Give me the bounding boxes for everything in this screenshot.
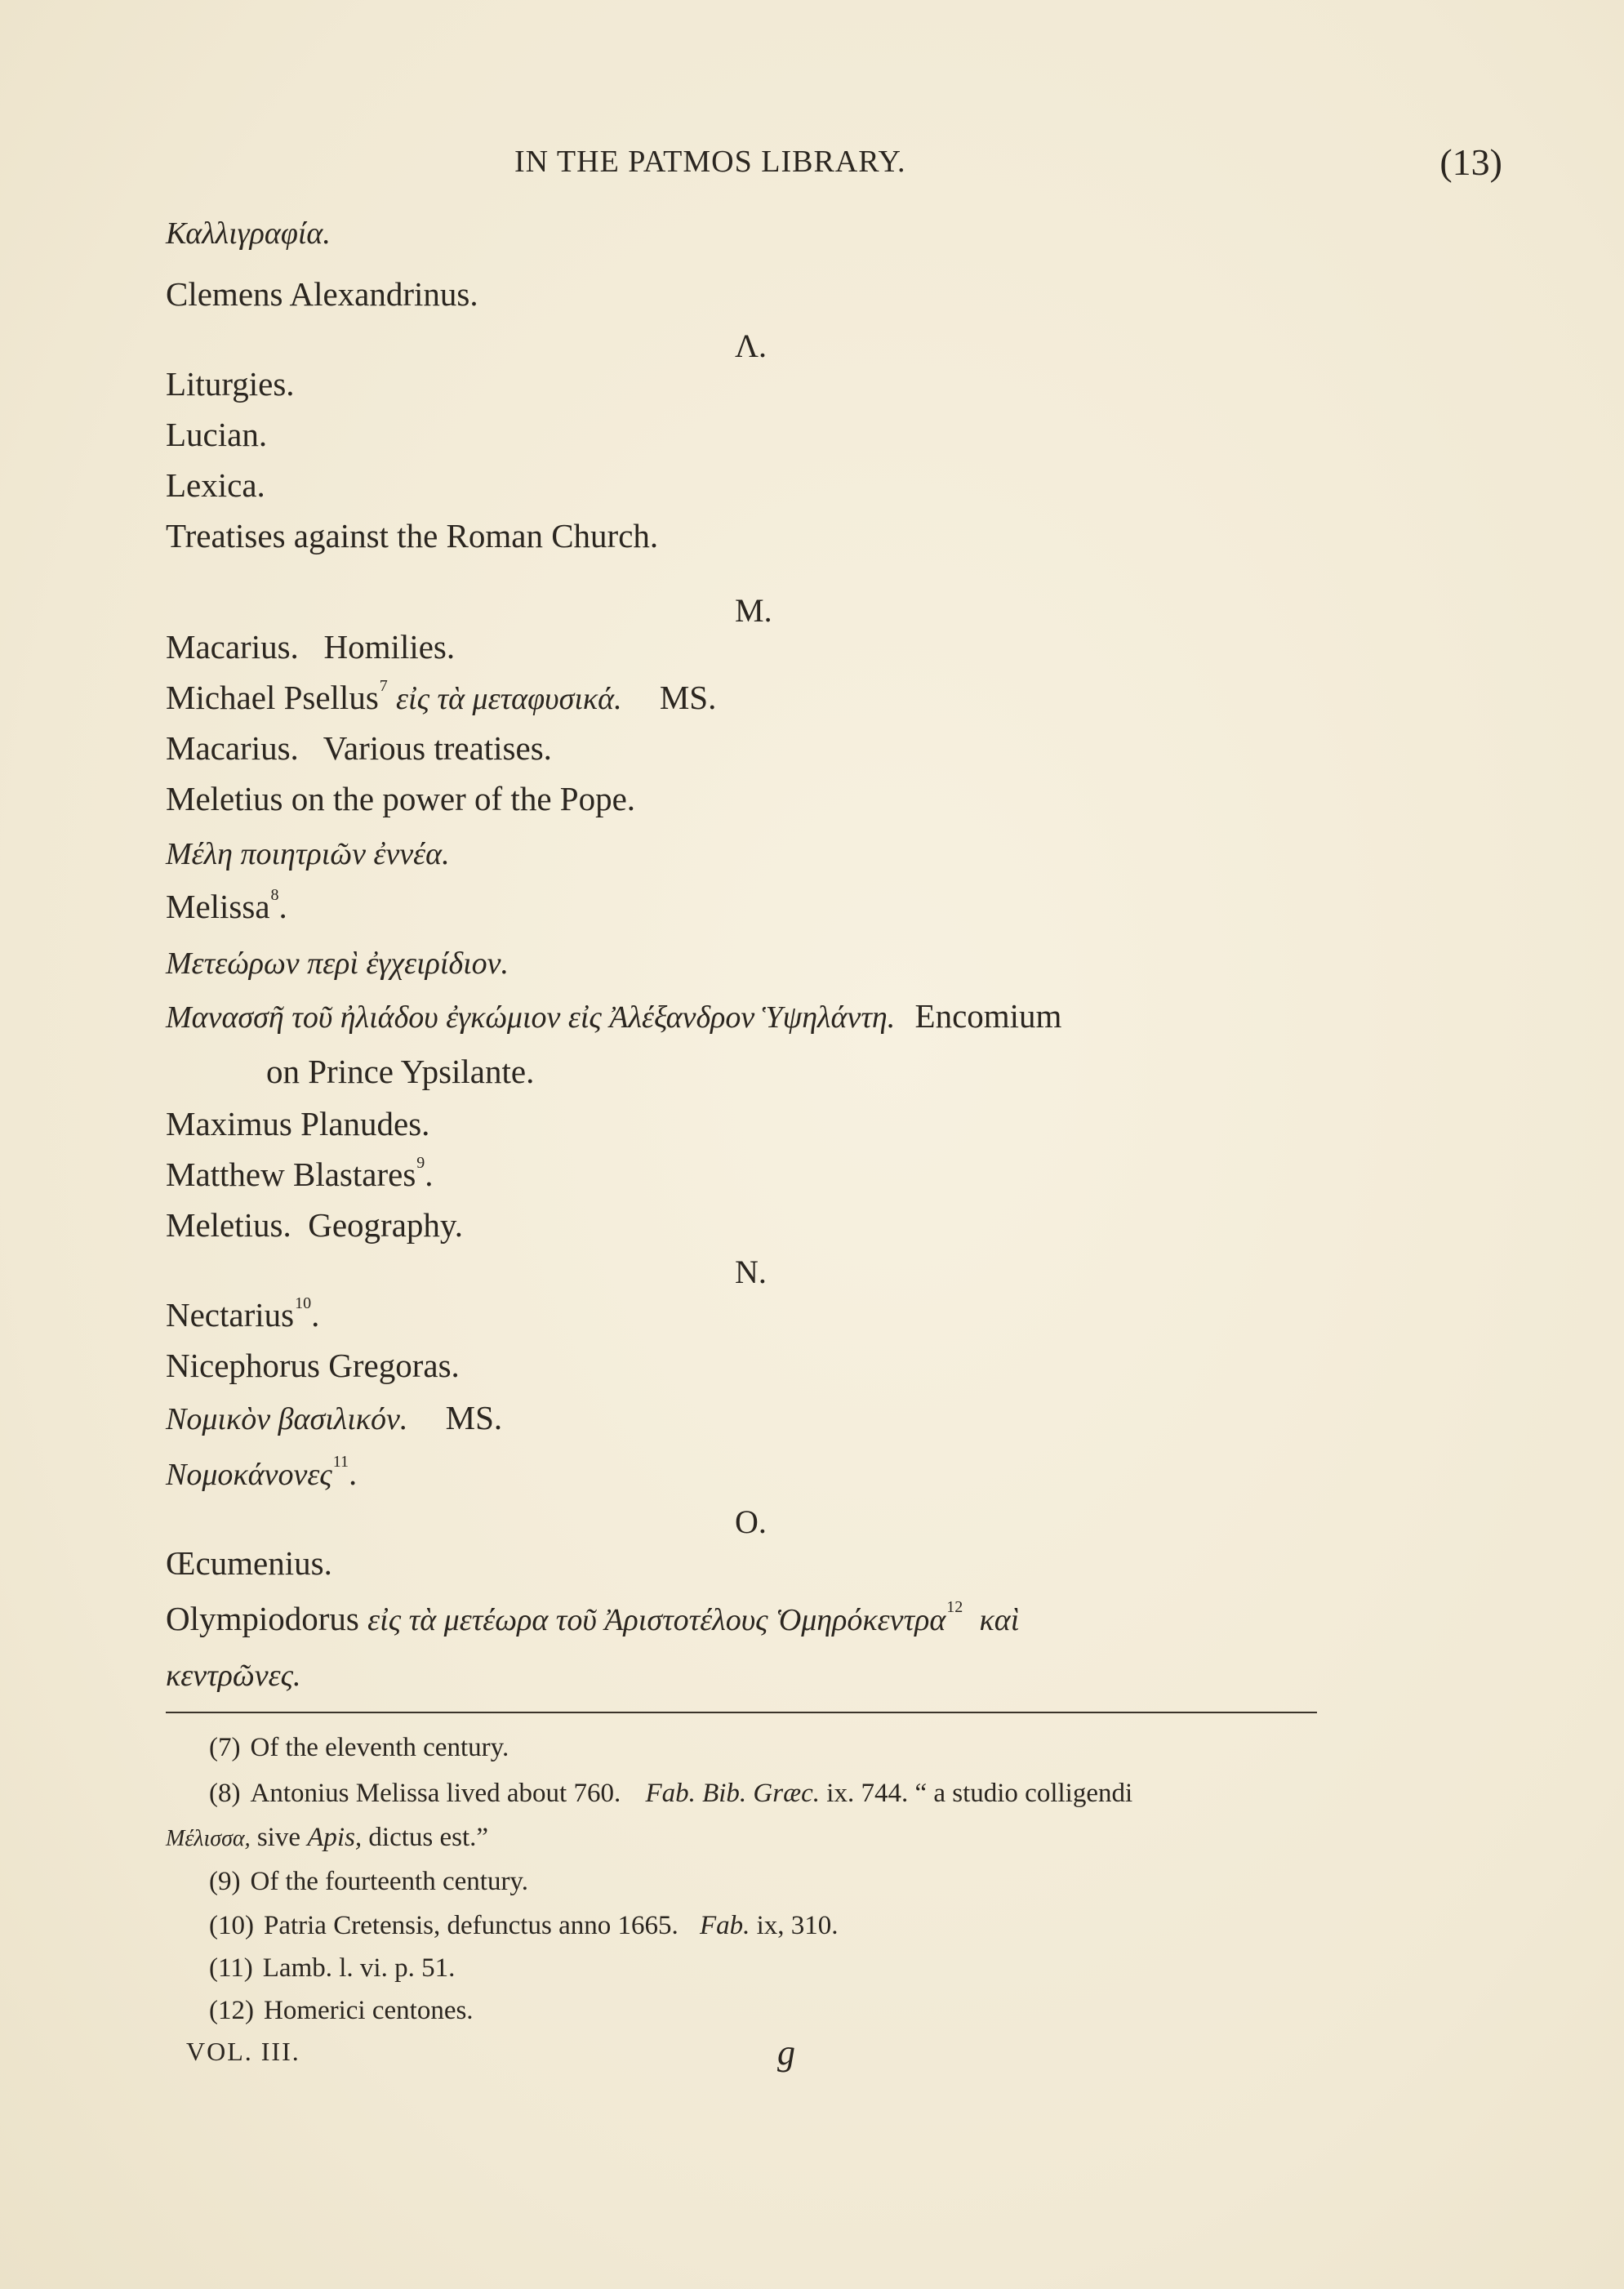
section-letter: Λ. (735, 327, 768, 364)
footnote-ref[interactable]: 11 (332, 1453, 349, 1471)
list-item: Lexica. (166, 466, 265, 504)
signature-mark: g (777, 2033, 795, 2073)
footnote-ref[interactable]: 10 (295, 1294, 312, 1312)
list-item: Treatises against the Roman Church. (166, 517, 659, 554)
list-item: Meletius on the power of the Pope. (166, 780, 636, 817)
running-head: IN THE PATMOS LIBRARY. (514, 145, 906, 179)
list-item: Liturgies. (166, 365, 295, 403)
list-item: Καλλιγραφία. (166, 216, 331, 251)
footnote-ref[interactable]: 12 (946, 1598, 963, 1616)
list-item: Νομοκάνονες$^{11}$. (166, 1453, 358, 1492)
list-item: Maximus Planudes. (166, 1105, 430, 1142)
list-item: Nectarius$^{10}$. (166, 1294, 320, 1334)
list-item: κεντρῶνες. (166, 1659, 301, 1693)
footnote-divider (166, 1712, 1317, 1713)
list-item: Μανασσῆ τοῦ ἠλιάδου ἐγκώμιον εἰς Ἀλέξανδρον Ὑψηλάντη. Encomium (166, 997, 1062, 1035)
footnote: (12) Homerici centones. (209, 1996, 474, 2025)
section-letter: N. (735, 1254, 767, 1290)
footnote-continuation: Μέλισσα, sive Apis, dictus est.” (166, 1823, 489, 1852)
list-item: on Prince Ypsilante. (266, 1053, 535, 1090)
section-letter: M. (735, 592, 772, 629)
volume-signature: VOL. III. (186, 2037, 300, 2066)
list-item: Lucian. (166, 416, 268, 453)
list-item: Μετεώρων περὶ ἐγχειρίδιον. (166, 946, 509, 981)
list-item: Meletius. Geography. (166, 1206, 463, 1244)
footnote: (9) Of the fourteenth century. (209, 1867, 529, 1896)
footnote-ref[interactable]: 7 (379, 677, 388, 695)
list-item: Œcumenius. (166, 1544, 332, 1582)
page-number: (13) (1439, 141, 1502, 183)
list-item: Μέλη ποιητριῶν ἐννέα. (166, 837, 450, 871)
footnote: (10) Patria Cretensis, defunctus anno 1665. Fab. ix, 310. (209, 1911, 839, 1940)
list-item: Macarius. Homilies. (166, 628, 456, 666)
footnote: (8) Antonius Melissa lived about 760. Fab. Bib. Græc. ix. 744. “ a studio colligendi (209, 1779, 1133, 1808)
list-item: Michael Psellus$^7$ εἰς τὰ μεταφυσικά. MS. (166, 677, 717, 716)
footnote: (11) Lamb. l. vi. p. 51. (209, 1953, 456, 1983)
list-item: Nicephorus Gregoras. (166, 1347, 460, 1384)
list-item: Macarius. Various treatises. (166, 729, 552, 767)
footnote-ref[interactable]: 8 (270, 886, 279, 904)
list-item: Olympiodorus εἰς τὰ μετέωρα τοῦ Ἀριστοτέλους Ὁμηρόκεντρα$^{12}$ καὶ (166, 1598, 1020, 1637)
list-item: Νομικὸν βασιλικόν. MS. (166, 1399, 503, 1436)
list-item: Clemens Alexandrinus. (166, 275, 478, 313)
section-letter: O. (735, 1503, 767, 1540)
list-item: Matthew Blastares$^9$. (166, 1154, 434, 1193)
footnote-ref[interactable]: 9 (416, 1154, 425, 1172)
list-item: Melissa$^8$. (166, 886, 287, 925)
footnote: (7) Of the eleventh century. (209, 1733, 509, 1762)
page-header (163, 140, 1502, 189)
